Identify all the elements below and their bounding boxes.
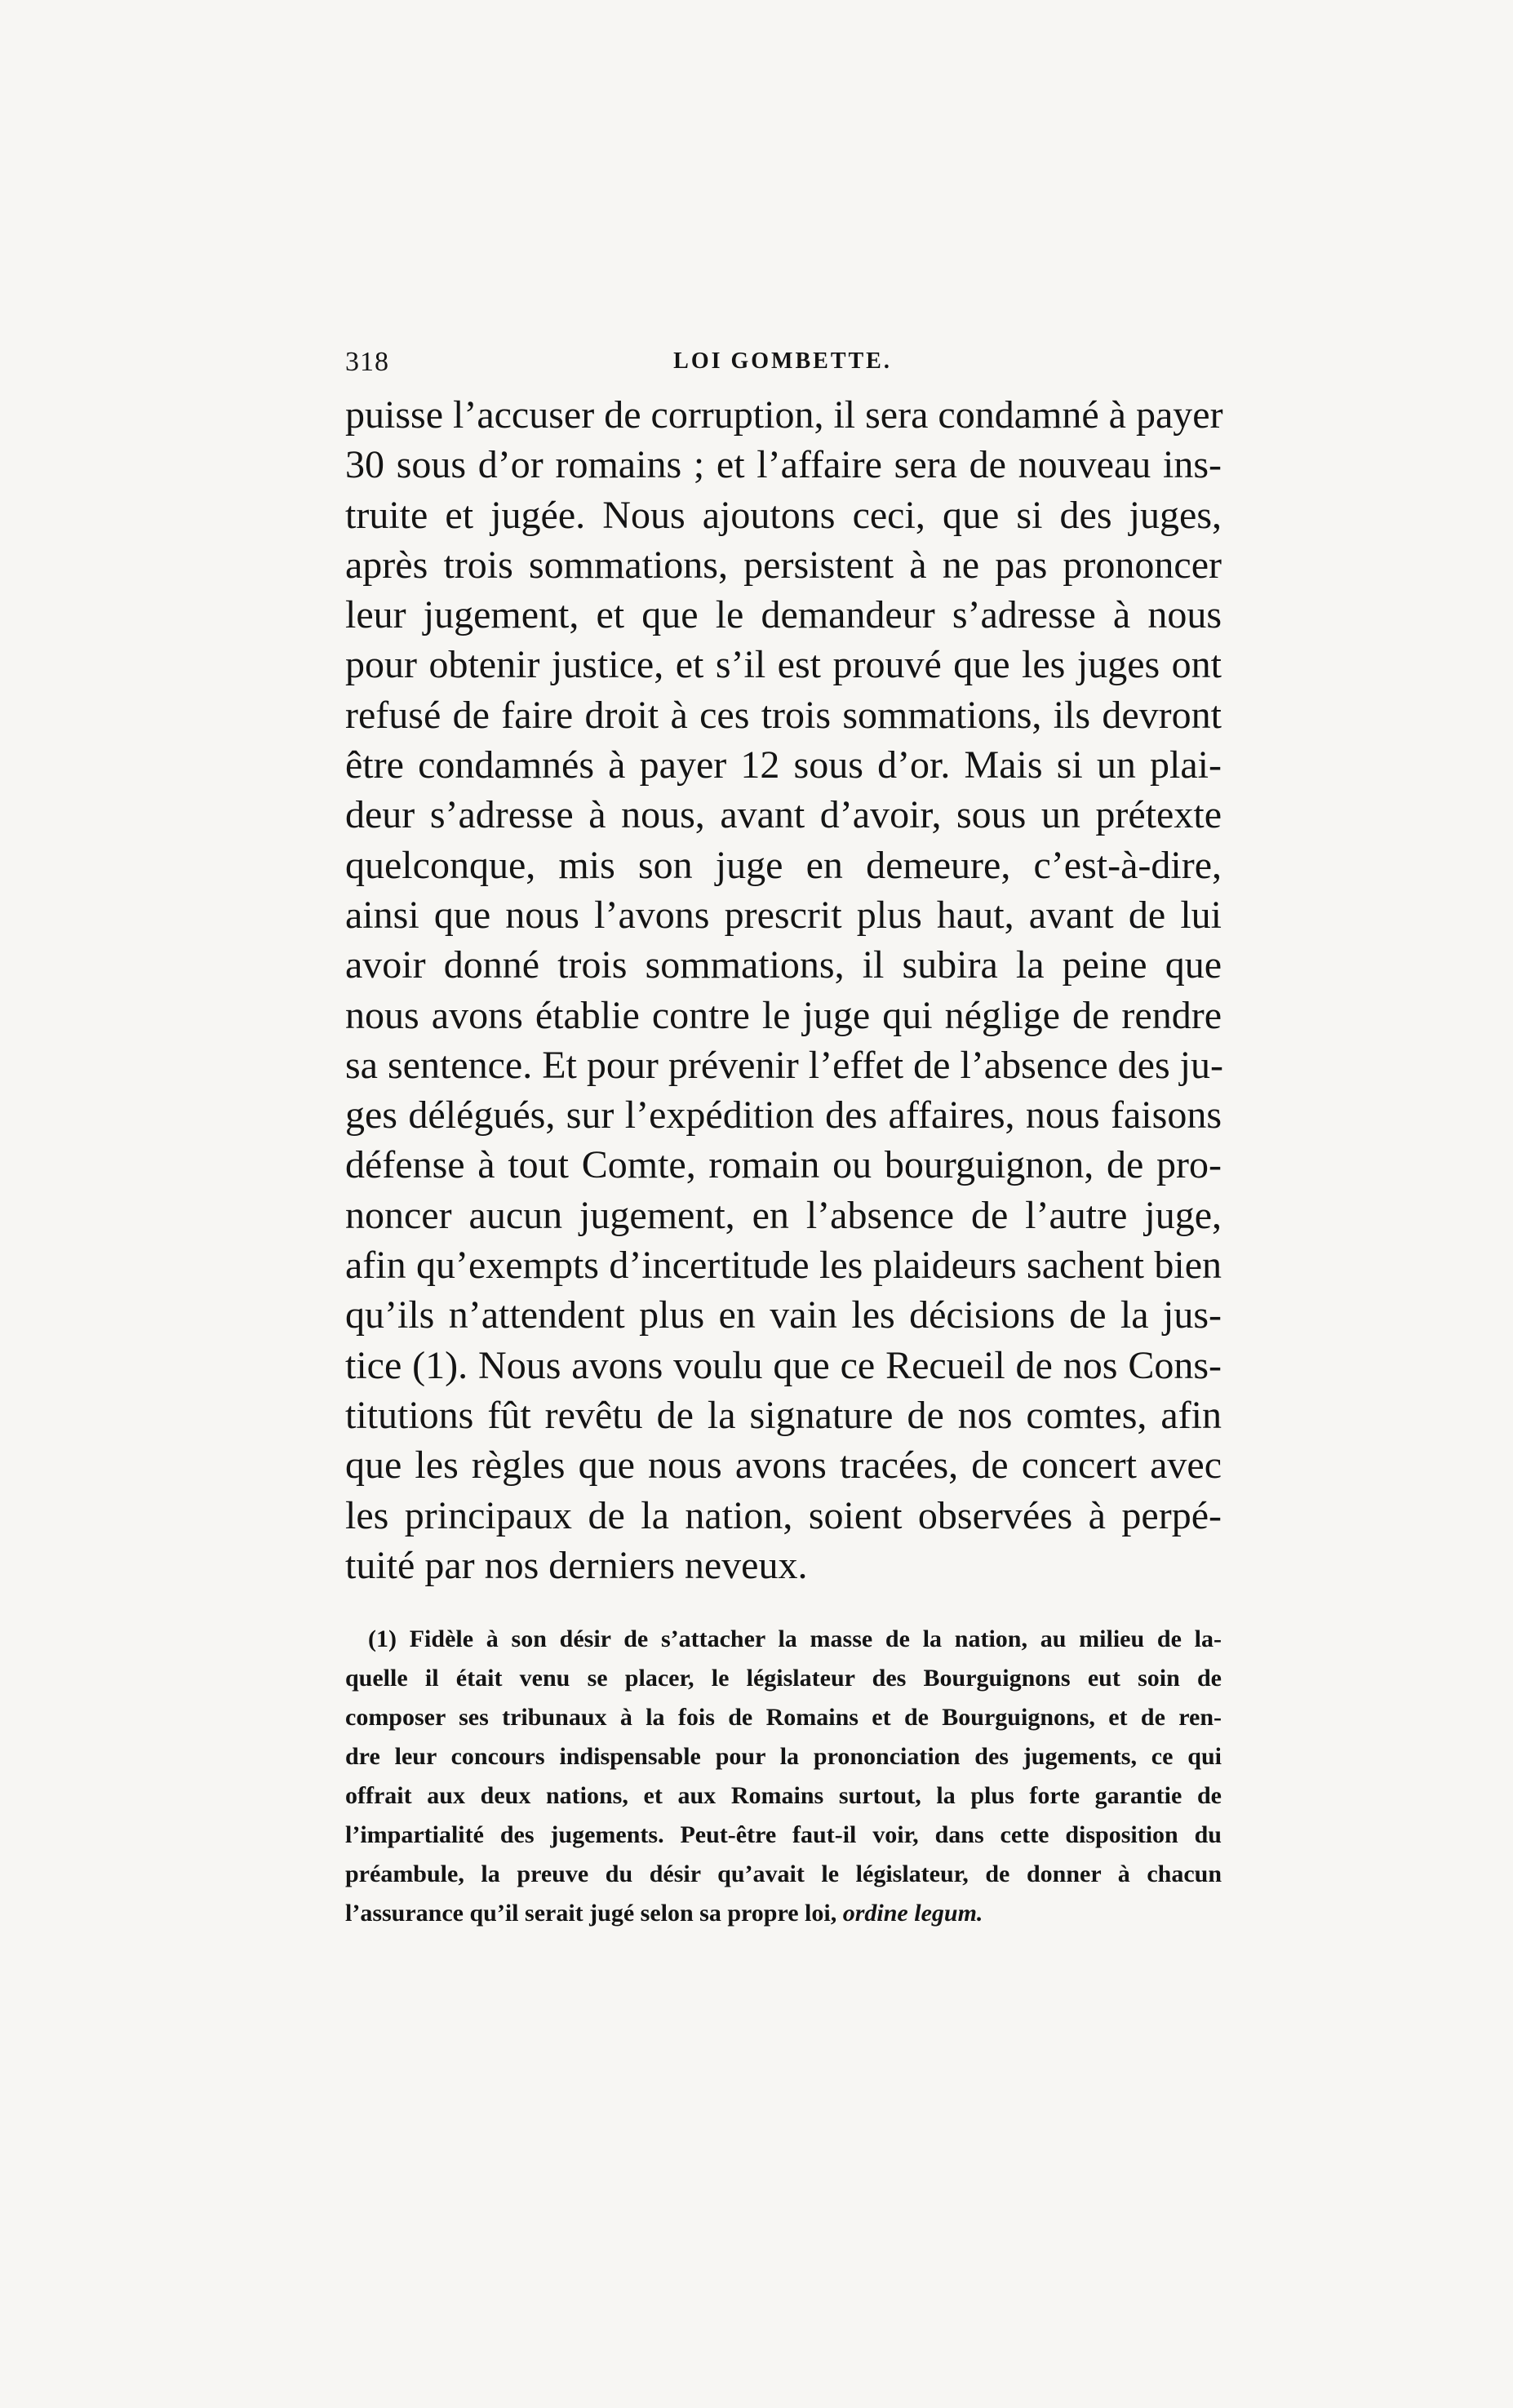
text-line: qu’ils n’attendent plus en vain les décisions de la jus- [345,1293,1222,1337]
text-line: nous avons établie contre le juge qui néglige de rendre [345,993,1222,1037]
footnote-line: quelle il était venu se placer, le législateur des Bourguignons eut soin de [345,1665,1222,1692]
footnote-line: composer ses tribunaux à la fois de Romains et de Bourguignons, et de ren- [345,1704,1222,1731]
text-line: défense à tout Comte, romain ou bourguignon, de pro- [345,1143,1222,1187]
running-title: LOI GOMBETTE. [673,348,892,374]
footnote-line-last [345,1894,1222,1933]
footnote-line: préambule, la preuve du désir qu’avait le législateur, de donner à chacun [345,1860,1222,1887]
text-line: noncer aucun jugement, en l’absence de l’autre juge, [345,1193,1222,1237]
text-line: quelconque, mis son juge en demeure, c’est-à-dire, [345,843,1222,887]
text-line: afin qu’exempts d’incertitude les plaideurs sachent bien [345,1244,1222,1288]
body-text [345,390,1222,1590]
text-line: que les règles que nous avons tracées, de concert avec [345,1443,1222,1488]
footnote-last-text: l’assurance qu’il serait jugé selon sa propre loi, [345,1900,843,1927]
text-line: sa sentence. Et pour prévenir l’effet de l’absence des ju- [345,1043,1223,1087]
text-line: truite et jugée. Nous ajoutons ceci, que si des juges, [345,493,1222,537]
text-line: deur s’adresse à nous, avant d’avoir, sous un prétexte [345,793,1222,837]
footnote-latin-phrase: ordine legum. [842,1900,983,1927]
text-line: puisse l’accuser de corruption, il sera condamné à payer [345,393,1223,437]
text-line: leur jugement, et que le demandeur s’adresse à nous [345,593,1222,637]
footnote-line: offrait aux deux nations, et aux Romains surtout, la plus forte garantie de [345,1782,1222,1809]
footnote-line: l’impartialité des jugements. Peut-être faut-il voir, dans cette disposition du [345,1821,1222,1848]
footnote-line: dre leur concours indispensable pour la prononciation des jugements, ce qui [345,1743,1222,1770]
text-line-last: tuité par nos derniers neveux. [345,1543,808,1587]
text-line: après trois sommations, persistent à ne pas prononcer [345,543,1222,587]
footnote-line: (1) Fidèle à son désir de s’attacher la masse de la nation, au milieu de la- [368,1625,1222,1652]
text-line: les principaux de la nation, soient observées à perpé- [345,1493,1222,1537]
text-line: titutions fût revêtu de la signature de nos comtes, afin [345,1393,1222,1437]
text-line: être condamnés à payer 12 sous d’or. Mais si un plai- [345,743,1222,787]
text-line: ges délégués, sur l’expédition des affaires, nous faisons [345,1093,1222,1137]
page-number: 318 [345,347,389,377]
text-line: tice (1). Nous avons voulu que ce Recueil de nos Cons- [345,1343,1222,1387]
text-line: 30 sous d’or romains ; et l’affaire sera de nouveau ins- [345,443,1222,487]
footnote [345,1620,1222,1933]
page-header [345,347,1220,379]
text-line: refusé de faire droit à ces trois sommations, ils devront [345,693,1222,737]
text-line: pour obtenir justice, et s’il est prouvé que les juges ont [345,643,1222,687]
text-line: avoir donné trois sommations, il subira la peine que [345,943,1222,987]
text-line: ainsi que nous l’avons prescrit plus haut, avant de lui [345,893,1222,937]
